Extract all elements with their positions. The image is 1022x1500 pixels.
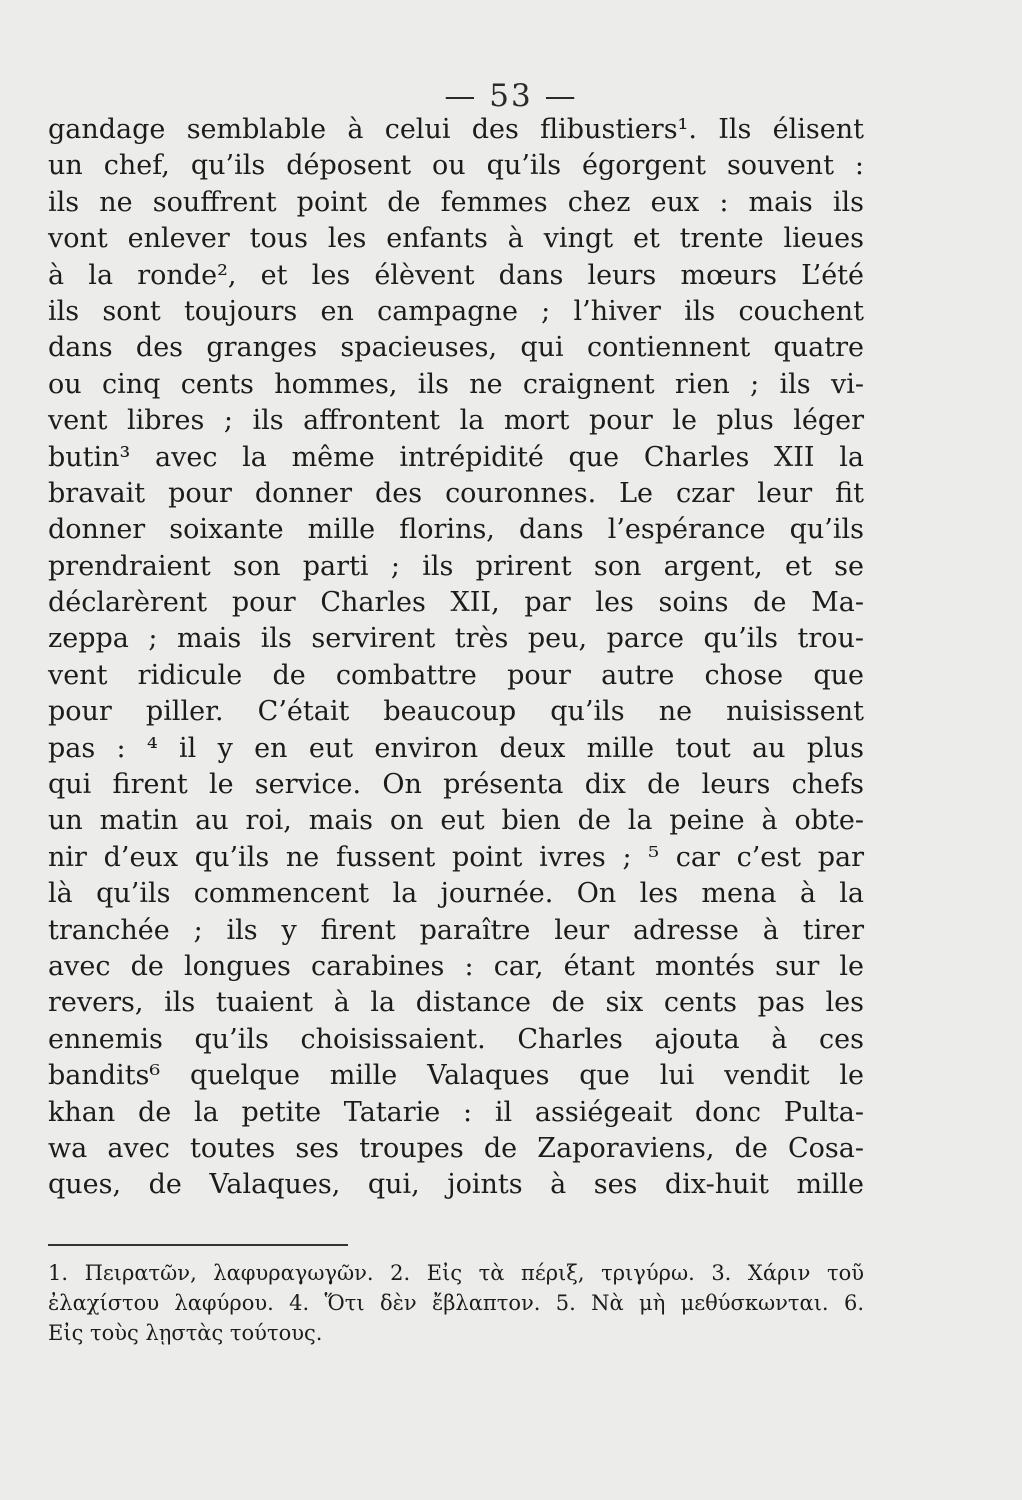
text-line: bravait pour donner des couronnes. Le czar leur fit bbox=[48, 477, 864, 509]
text-line: donner soixante mille florins, dans l’espérance qu’ils bbox=[48, 514, 864, 546]
text-line: ils sont toujours en campagne ; l’hiver ils couchent bbox=[48, 295, 864, 327]
text-line: wa avec toutes ses troupes de Zaporaviens, de Cosa- bbox=[48, 1132, 864, 1164]
footnote-line: ἐλαχίστου λαφύρου. 4. Ὅτι δὲν ἔβλαπτον. 5. Νὰ μὴ μεθύσκωνται. 6. bbox=[48, 1291, 864, 1315]
text-line: un matin au roi, mais on eut bien de la peine à obte- bbox=[48, 805, 864, 837]
text-line: qui firent le service. On présenta dix de leurs chefs bbox=[48, 769, 864, 801]
text-line: revers, ils tuaient à la distance de six cents pas les bbox=[48, 987, 864, 1019]
text-line: ennemis qu’ils choisissaient. Charles ajouta à ces bbox=[48, 1023, 864, 1055]
text-line: ou cinq cents hommes, ils ne craignent rien ; ils vi- bbox=[48, 368, 864, 400]
text-line: avec de longues carabines : car, étant montés sur le bbox=[48, 950, 864, 982]
footnotes bbox=[48, 1258, 864, 1348]
text-line: dans des granges spacieuses, qui contiennent quatre bbox=[48, 332, 864, 364]
footnote-divider bbox=[48, 1244, 348, 1246]
text-line: vent ridicule de combattre pour autre chose que bbox=[48, 659, 864, 691]
text-line: ils ne souffrent point de femmes chez eux : mais ils bbox=[48, 186, 864, 218]
text-line: là qu’ils commencent la journée. On les mena à la bbox=[48, 878, 864, 910]
text-line: zeppa ; mais ils servirent très peu, parce qu’ils trou- bbox=[48, 623, 864, 655]
text-line: ques, de Valaques, qui, joints à ses dix-huit mille bbox=[48, 1169, 864, 1201]
text-line: déclarèrent pour Charles XII, par les soins de Ma- bbox=[48, 587, 864, 619]
footnote-line: 1. Πειρατῶν, λαφυραγωγῶν. 2. Εἰς τὰ πέριξ, τριγύρω. 3. Χάριν τοῦ bbox=[48, 1261, 864, 1285]
text-line: prendraient son parti ; ils prirent son argent, et se bbox=[48, 550, 864, 582]
text-line: tranchée ; ils y firent paraître leur adresse à tirer bbox=[48, 914, 864, 946]
text-line: nir d’eux qu’ils ne fussent point ivres ; ⁵ car c’est par bbox=[48, 841, 864, 873]
text-line: pour piller. C’était beaucoup qu’ils ne nuisissent bbox=[48, 696, 864, 728]
text-line: à la ronde², et les élèvent dans leurs mœurs L’été bbox=[48, 259, 864, 291]
text-line: bandits⁶ quelque mille Valaques que lui vendit le bbox=[48, 1060, 864, 1092]
text-line: pas : ⁴ il y en eut environ deux mille tout au plus bbox=[48, 732, 864, 764]
text-line: gandage semblable à celui des flibustiers¹. Ils élisent bbox=[48, 114, 864, 145]
text-line: un chef, qu’ils déposent ou qu’ils égorgent souvent : bbox=[48, 150, 864, 182]
text-line: khan de la petite Tatarie : il assiégeait donc Pulta- bbox=[48, 1096, 864, 1128]
text-line: vent libres ; ils affrontent la mort pour le plus léger bbox=[48, 405, 864, 437]
main-text bbox=[48, 112, 864, 1204]
text-line: butin³ avec la même intrépidité que Charles XII la bbox=[48, 441, 864, 473]
footnote-line: Εἰς τοὺς λῃστὰς τούτους. bbox=[48, 1321, 323, 1345]
text-line: vont enlever tous les enfants à vingt et trente lieues bbox=[48, 223, 864, 255]
page-number: — 53 — bbox=[444, 78, 578, 114]
